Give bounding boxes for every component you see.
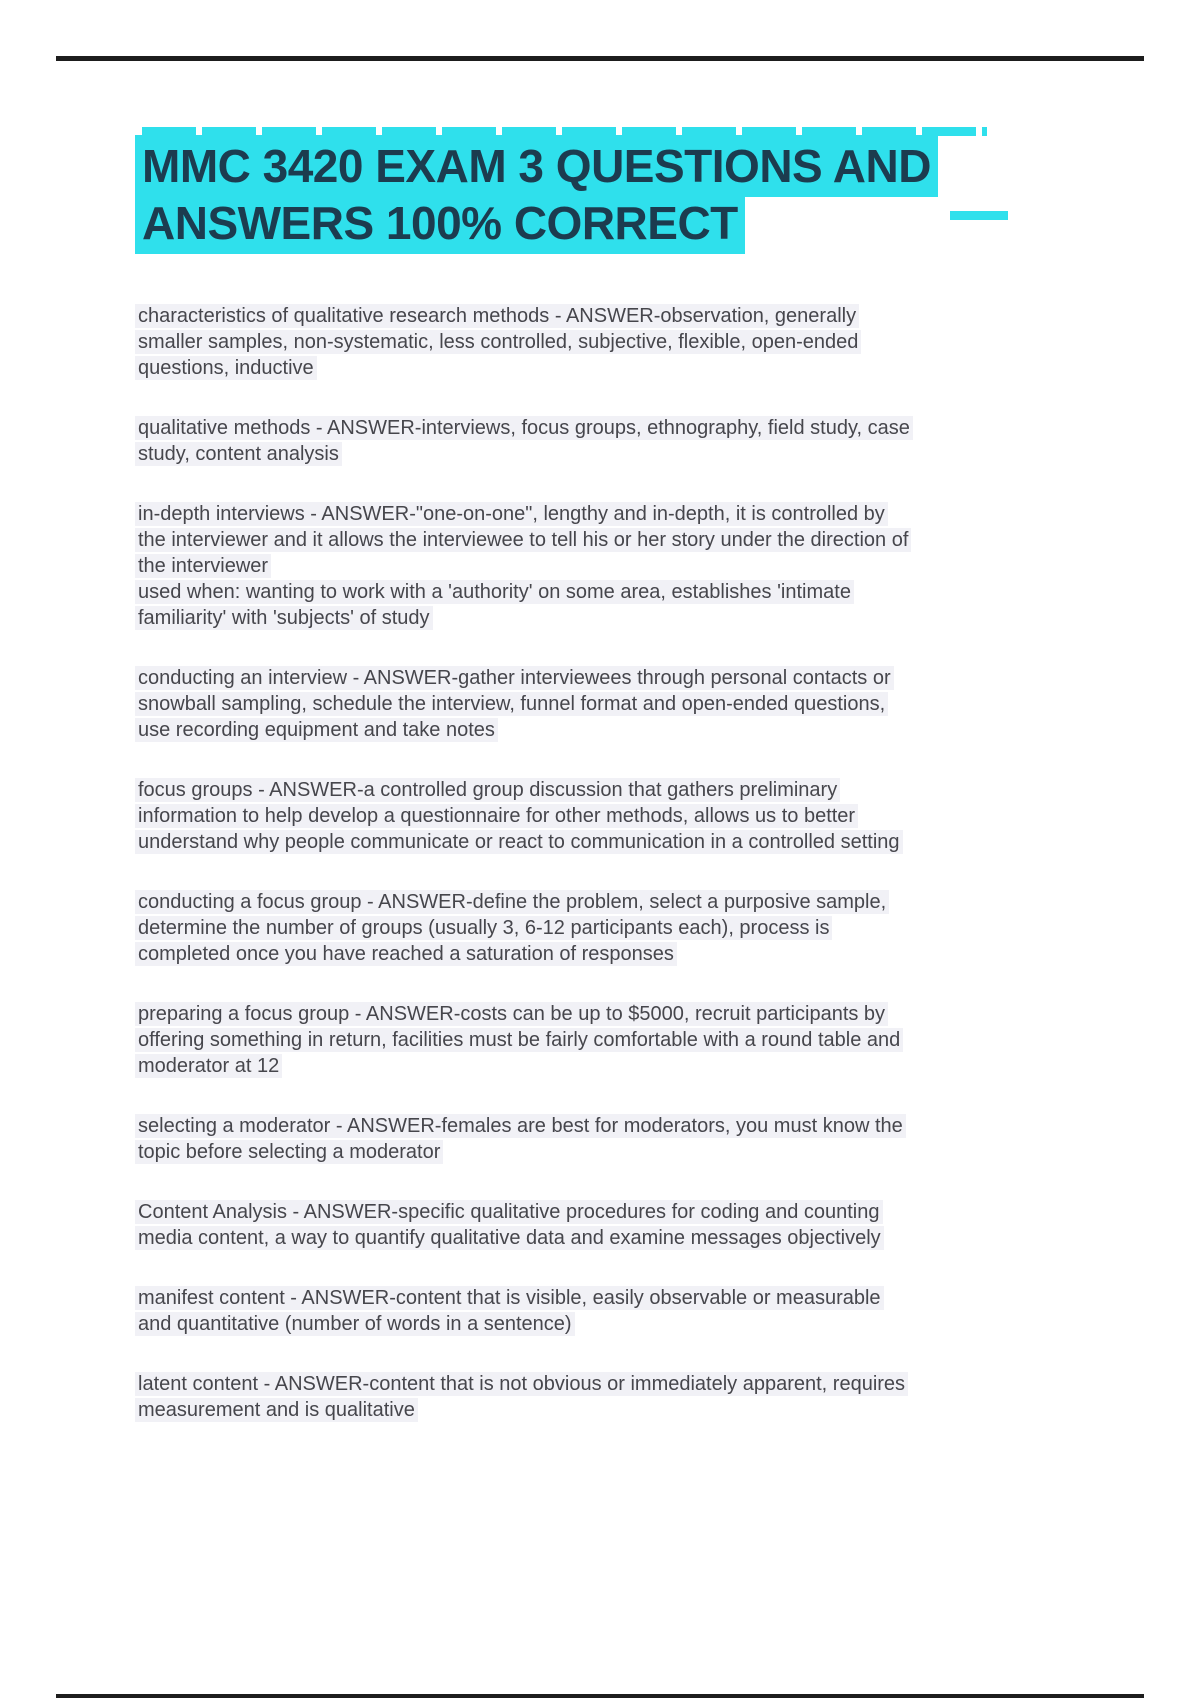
qa-paragraph [135, 777, 1150, 855]
qa-paragraph [135, 415, 1150, 467]
qa-paragraph-text: latent content - ANSWER-content that is not obvious or immediately apparent, requires measurement and is qualitative [135, 1372, 908, 1422]
qa-paragraph [135, 1001, 1150, 1079]
qa-paragraph [135, 1199, 1150, 1251]
page-title-highlight [135, 135, 938, 254]
qa-paragraph-text: characteristics of qualitative research methods - ANSWER-observation, generally smaller samples, non-systematic, less controlled, subjective, flexible, open-ended questions, inductive [135, 304, 861, 380]
qa-paragraph-text: in-depth interviews - ANSWER-"one-on-one", lengthy and in-depth, it is controlled by the interviewer and it allows the interviewee to tell his or her story under the direction of the interviewer used when: wanting to work with a 'authority' on some area, establishes 'intimate familiarity' with 'subjects' of study [135, 502, 911, 630]
page-title-line1: MMC 3420 EXAM 3 QUESTIONS AND [142, 140, 931, 192]
page-title [135, 138, 1055, 252]
page-title-line2: ANSWERS 100% CORRECT [142, 197, 738, 249]
qa-paragraph [135, 889, 1150, 967]
qa-paragraph-text: Content Analysis - ANSWER-specific qualitative procedures for coding and counting media content, a way to quantify qualitative data and examine messages objectively [135, 1200, 884, 1250]
top-horizontal-rule [56, 56, 1144, 61]
qa-paragraph-text: focus groups - ANSWER-a controlled group discussion that gathers preliminary information to help develop a questionnaire for other methods, allows us to better understand why people communicate or react to communication in a controlled setting [135, 778, 903, 854]
qa-paragraph [135, 1113, 1150, 1165]
qa-paragraph-text: selecting a moderator - ANSWER-females are best for moderators, you must know the topic before selecting a moderator [135, 1114, 906, 1164]
qa-paragraph [135, 665, 1150, 743]
qa-paragraph-text: manifest content - ANSWER-content that is visible, easily observable or measurable and quantitative (number of words in a sentence) [135, 1286, 884, 1336]
qa-paragraph [135, 501, 1150, 631]
qa-paragraph-text: preparing a focus group - ANSWER-costs can be up to $5000, recruit participants by offering something in return, facilities must be fairly comfortable with a round table and moderator at 12 [135, 1002, 903, 1078]
highlight-fragment [950, 211, 1008, 220]
qa-paragraphs [135, 303, 1150, 1423]
qa-paragraph [135, 1285, 1150, 1337]
qa-paragraph-text: conducting an interview - ANSWER-gather interviewees through personal contacts or snowball sampling, schedule the interview, funnel format and open-ended questions, use recording equipment and take notes [135, 666, 894, 742]
qa-paragraph-text: qualitative methods - ANSWER-interviews, focus groups, ethnography, field study, case study, content analysis [135, 416, 913, 466]
qa-paragraph-text: conducting a focus group - ANSWER-define the problem, select a purposive sample, determine the number of groups (usually 3, 6-12 participants each), process is completed once you have reached a saturation of responses [135, 890, 889, 966]
qa-paragraph [135, 1371, 1150, 1423]
bottom-horizontal-rule [56, 1694, 1144, 1698]
qa-paragraph [135, 303, 1150, 381]
